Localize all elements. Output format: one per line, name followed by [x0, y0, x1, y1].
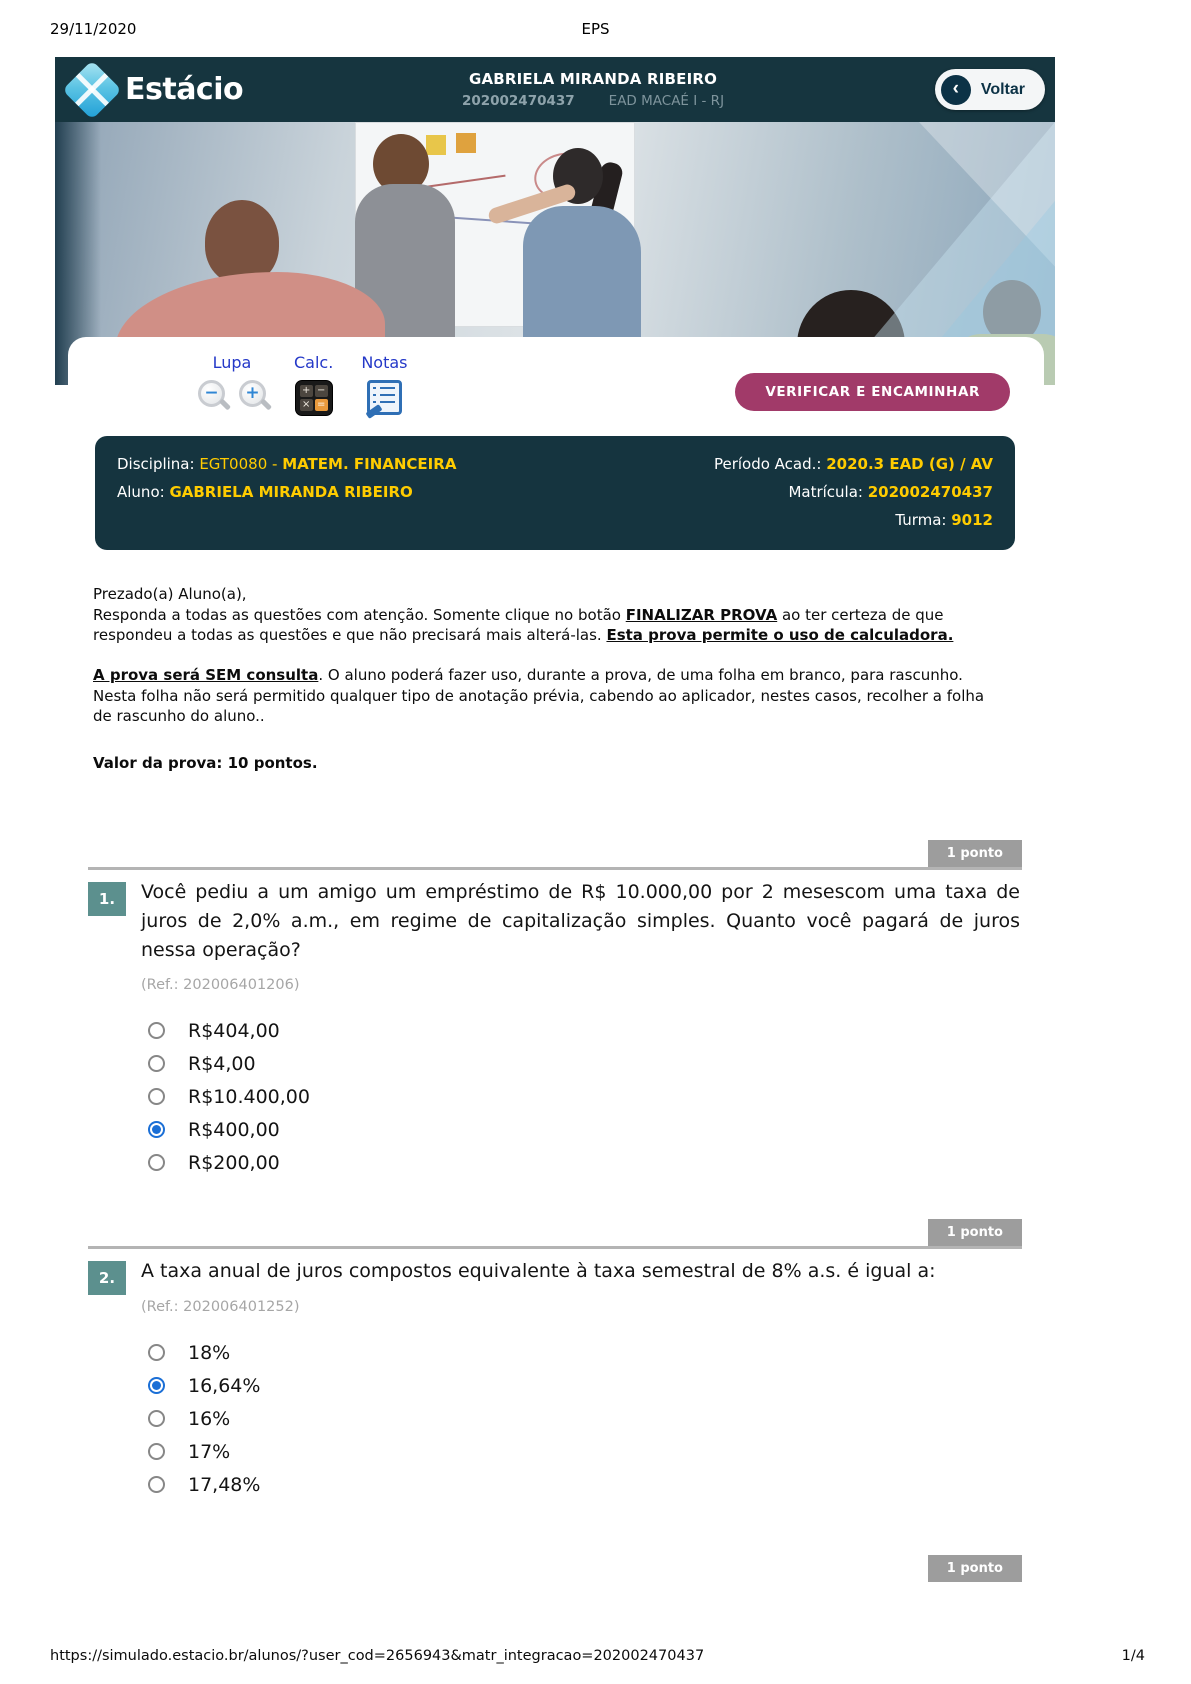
radio-button[interactable]	[148, 1088, 165, 1105]
notes-icon[interactable]	[367, 380, 402, 415]
option-row	[141, 1468, 1020, 1501]
estacio-logo	[55, 69, 243, 111]
option-label[interactable]: 18%	[188, 1341, 231, 1364]
zoom-out-icon[interactable]: −	[198, 380, 225, 407]
radio-button[interactable]	[148, 1055, 165, 1072]
option-label[interactable]: 17%	[188, 1440, 231, 1463]
instruction-paragraph-1: Responda a todas as questões com atenção. Somente clique no botão FINALIZAR PROVA ao ter certeza de que respondeu a todas as questões e que não precisará mais alterá-las. Esta prova permite o uso de calculadora.	[93, 605, 954, 645]
back-chevron-icon: ‹	[941, 75, 971, 105]
question-ref: (Ref.: 202006401206)	[141, 977, 300, 994]
option-label[interactable]: R$10.400,00	[188, 1085, 310, 1108]
tool-calc-label: Calc.	[294, 353, 334, 372]
points-badge: 1 ponto	[928, 1555, 1022, 1582]
option-label[interactable]: 16%	[188, 1407, 231, 1430]
campus-name: EAD MACAÉ I - RJ	[608, 93, 725, 109]
aluno-field: Aluno: GABRIELA MIRANDA RIBEIRO	[117, 483, 413, 501]
student-info	[462, 70, 724, 109]
options-list	[141, 1014, 1020, 1179]
option-label[interactable]: R$400,00	[188, 1118, 280, 1141]
option-row	[141, 1080, 1020, 1113]
radio-button[interactable]	[148, 1344, 165, 1361]
main-content	[55, 57, 1055, 1582]
question-ref: (Ref.: 202006401252)	[141, 1299, 300, 1316]
print-title: EPS	[581, 20, 610, 38]
option-label[interactable]: R$4,00	[188, 1052, 256, 1075]
radio-button[interactable]	[148, 1443, 165, 1460]
footer-url: https://simulado.estacio.br/alunos/?user_cod=2656943&matr_integracao=202002470437	[50, 1648, 705, 1664]
question-1	[88, 867, 1022, 1180]
radio-button[interactable]	[148, 1121, 165, 1138]
radio-button[interactable]	[148, 1476, 165, 1493]
option-row	[141, 1146, 1020, 1179]
toolbar	[198, 353, 407, 416]
turma-field: Turma: 9012	[895, 511, 993, 529]
instruction-paragraph-2: A prova será SEM consulta. O aluno poderá fazer uso, durante a prova, de uma folha em branco, para rascunho. Nesta folha não será permitido qualquer tipo de anotação prévia, cabendo ao aplicador, nestes casos, recolher a folha de rascunho do aluno..	[93, 666, 985, 726]
option-label[interactable]: 17,48%	[188, 1473, 261, 1496]
points-badge: 1 ponto	[928, 1219, 1022, 1246]
back-button[interactable]	[935, 69, 1045, 110]
option-row	[141, 1014, 1020, 1047]
estacio-diamond-icon	[62, 60, 121, 119]
tool-notas-label: Notas	[361, 353, 408, 372]
question-number: 2.	[88, 1261, 126, 1295]
option-row	[141, 1047, 1020, 1080]
tool-lupa	[198, 353, 266, 416]
matricula-field: Matrícula: 202002470437	[788, 483, 993, 501]
back-button-label: Voltar	[980, 80, 1025, 98]
question-number: 1.	[88, 882, 126, 916]
points-badge: 1 ponto	[928, 840, 1022, 867]
disciplina-field: Disciplina: EGT0080 - MATEM. FINANCEIRA	[117, 455, 457, 473]
footer-page-number: 1/4	[1121, 1648, 1145, 1664]
radio-button[interactable]	[148, 1377, 165, 1394]
option-row	[141, 1435, 1020, 1468]
verify-submit-button[interactable]: VERIFICAR E ENCAMINHAR	[735, 373, 1010, 411]
calculator-icon[interactable]: + − × =	[295, 380, 333, 416]
option-label[interactable]: 16,64%	[188, 1374, 261, 1397]
tools-card	[68, 337, 1044, 432]
question-2	[88, 1246, 1022, 1501]
option-row	[141, 1113, 1020, 1146]
option-row	[141, 1369, 1020, 1402]
option-label[interactable]: R$404,00	[188, 1019, 280, 1042]
radio-button[interactable]	[148, 1154, 165, 1171]
exam-value: Valor da prova: 10 pontos.	[93, 754, 318, 773]
tool-lupa-label: Lupa	[212, 353, 252, 372]
option-row	[141, 1402, 1020, 1435]
option-row	[141, 1336, 1020, 1369]
print-date: 29/11/2020	[50, 20, 137, 38]
radio-button[interactable]	[148, 1410, 165, 1427]
brand-name: Estácio	[125, 72, 244, 107]
periodo-field: Período Acad.: 2020.3 EAD (G) / AV	[713, 455, 993, 473]
tool-calc	[294, 353, 333, 416]
radio-button[interactable]	[148, 1022, 165, 1039]
options-list	[141, 1336, 1020, 1501]
instructions	[93, 584, 1007, 774]
option-label[interactable]: R$200,00	[188, 1151, 280, 1174]
student-name: GABRIELA MIRANDA RIBEIRO	[468, 70, 718, 88]
question-text: Você pediu a um amigo um empréstimo de R$ 10.000,00 por 2 mesescom uma taxa de juros de 2,0% a.m., em regime de capitalização simples. Quanto você pagará de juros nessa operação?	[141, 880, 1020, 961]
exam-info-bar	[95, 436, 1015, 550]
zoom-in-icon[interactable]: +	[239, 380, 266, 407]
top-header-bar	[55, 57, 1055, 122]
greeting: Prezado(a) Aluno(a),	[93, 585, 247, 603]
question-text: A taxa anual de juros compostos equivalente à taxa semestral de 8% a.s. é igual a:	[141, 1260, 936, 1283]
student-id: 202002470437	[461, 93, 575, 109]
tool-notas	[361, 353, 407, 416]
